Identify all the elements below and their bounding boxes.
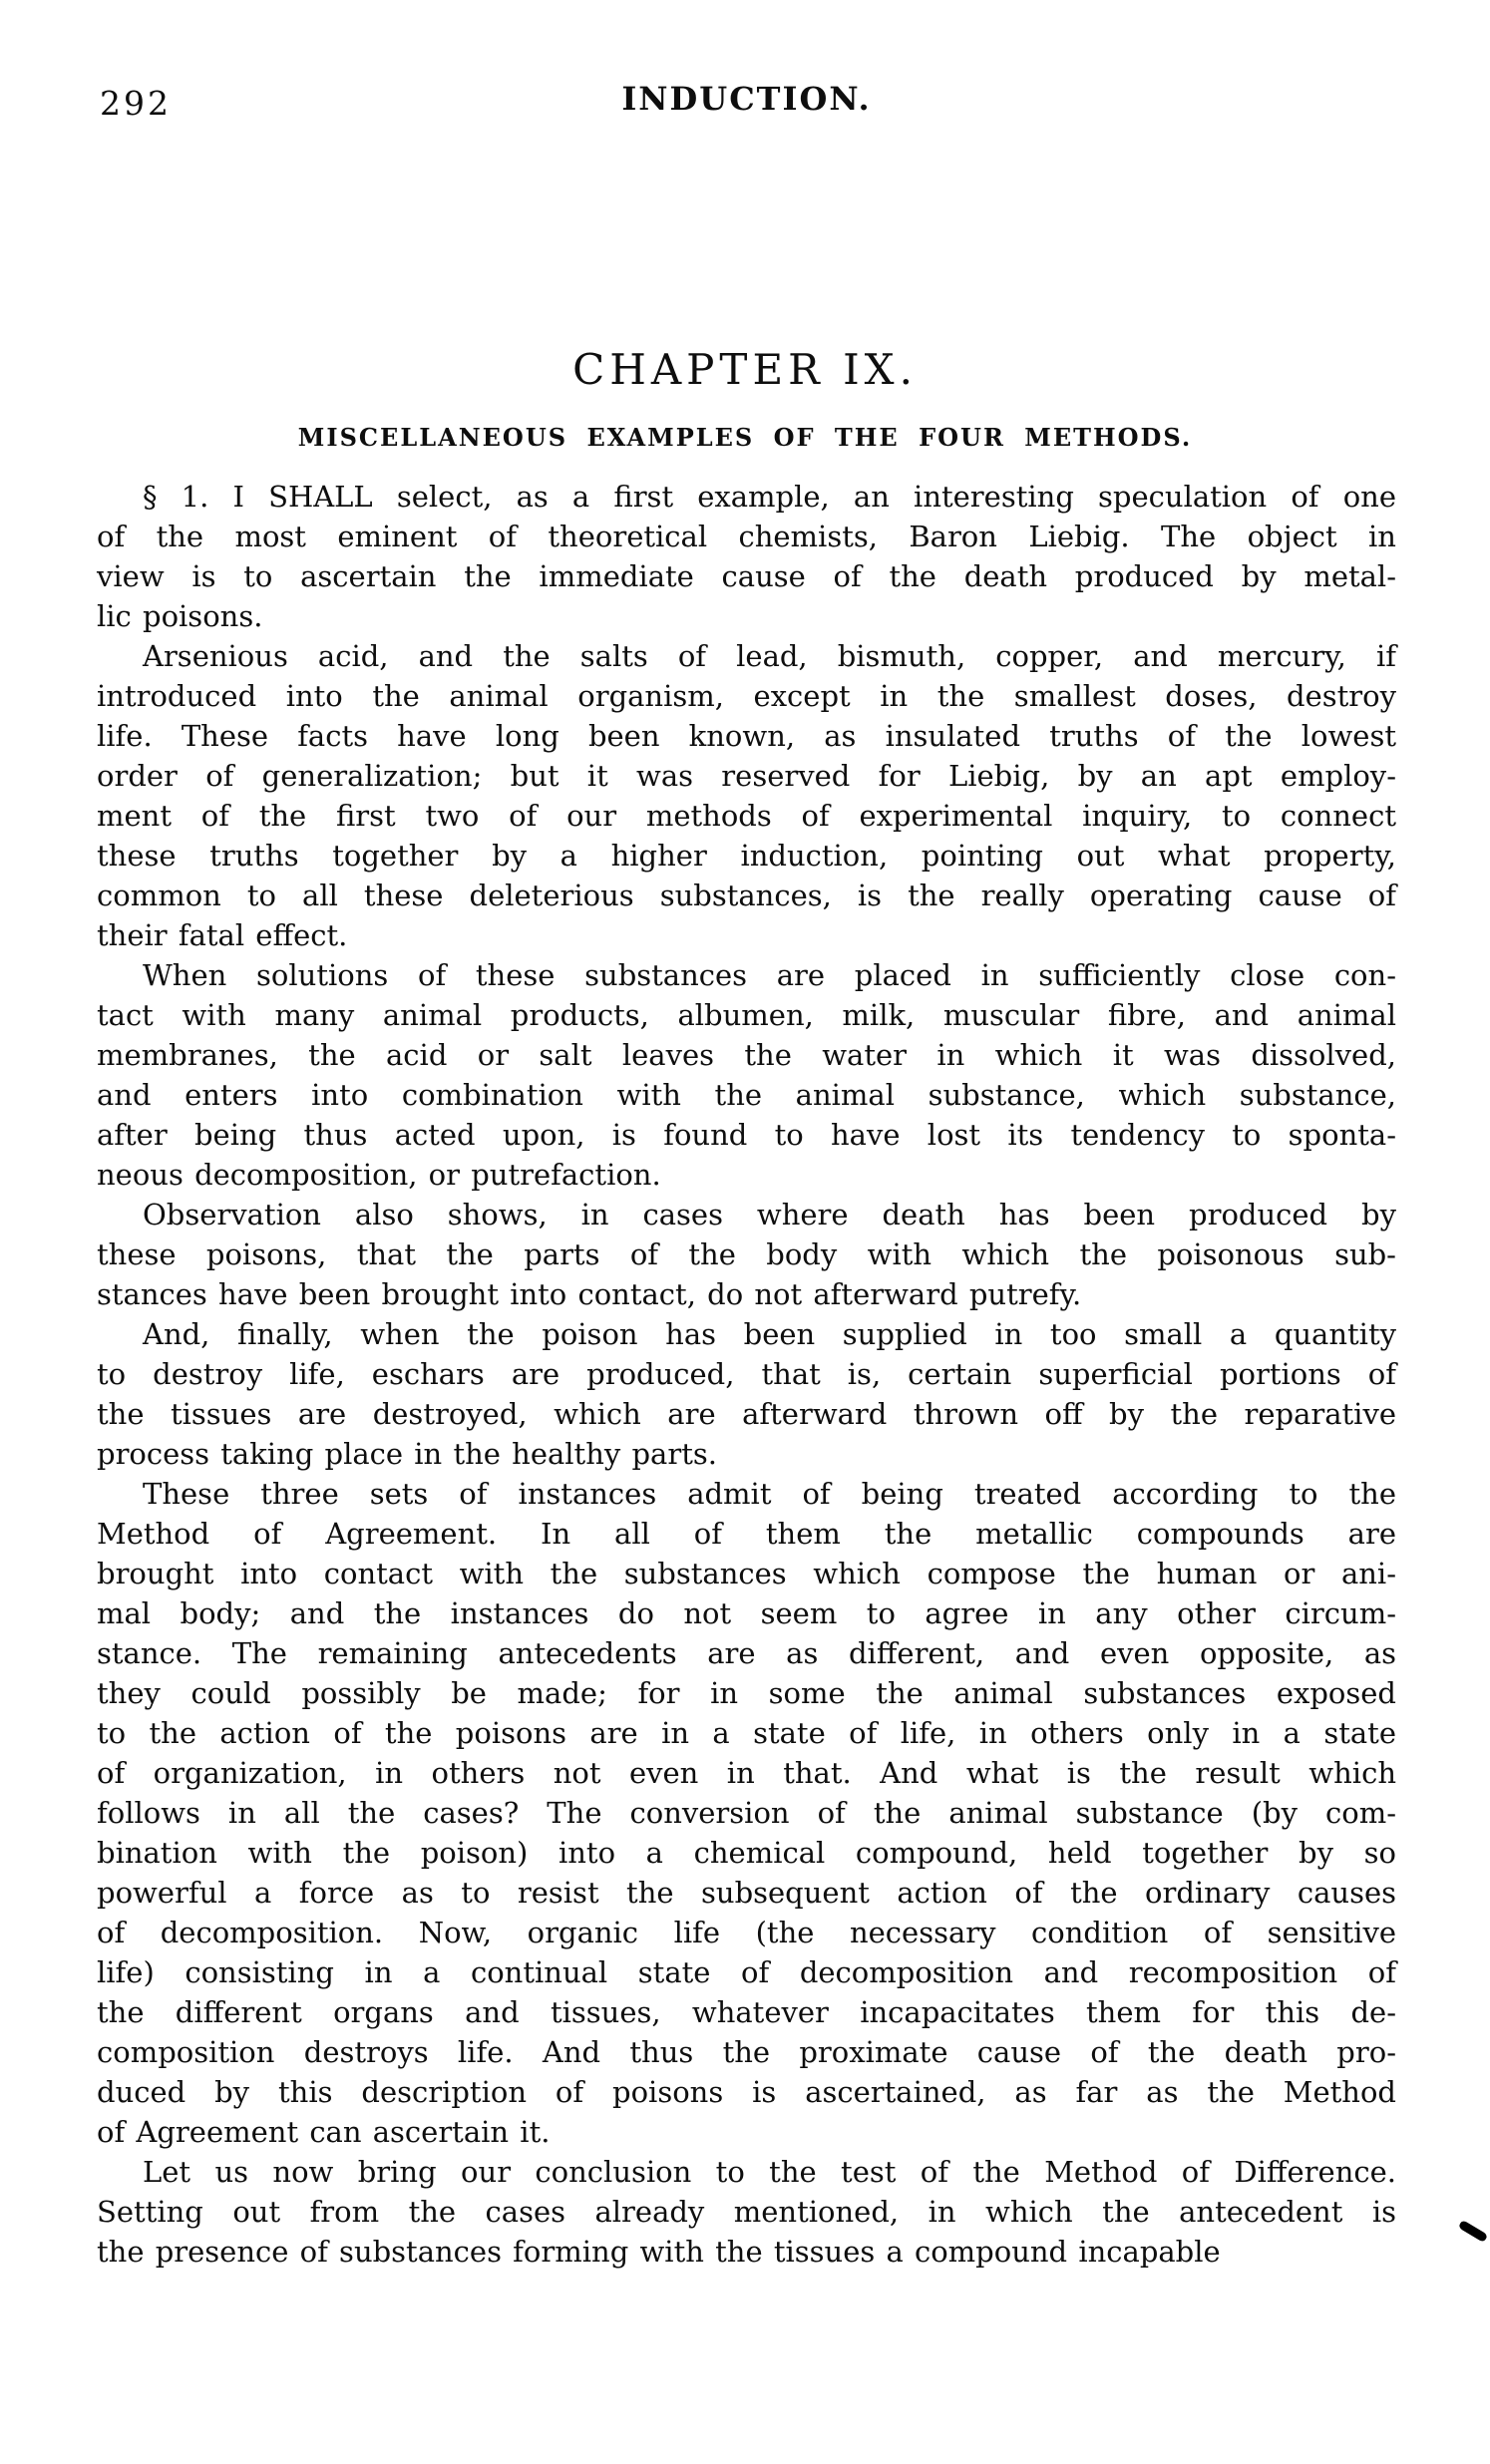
text-line: Method of Agreement. In all of them the metallic compounds are (97, 1517, 1396, 1551)
text-line: life. These facts have long been known, as insulated truths of the lowest (97, 719, 1396, 753)
text-line: view is to ascertain the immediate cause of the death produced by metal- (97, 559, 1396, 593)
page-body (97, 477, 1396, 2272)
text-line: of decomposition. Now, organic life (the necessary condition of sensitive (97, 1916, 1396, 1949)
ink-mark-icon (1458, 2220, 1488, 2243)
text-line: introduced into the animal organism, except in the smallest doses, destroy (97, 679, 1396, 713)
text-line: these truths together by a higher induction, pointing out what property, (97, 839, 1396, 873)
chapter-heading: CHAPTER IX. (572, 345, 918, 394)
text-line: duced by this description of poisons is ascertained, as far as the Method (97, 2075, 1396, 2109)
text-line: of organization, in others not even in that. And what is the result which (97, 1756, 1396, 1790)
text-line: to destroy life, eschars are produced, that is, certain superficial portions of (97, 1357, 1396, 1391)
text-line: to the action of the poisons are in a state of life, in others only in a state (97, 1716, 1396, 1750)
text-line: ment of the first two of our methods of experimental inquiry, to connect (97, 799, 1396, 833)
page-number: 292 (100, 84, 172, 123)
text-line: powerful a force as to resist the subsequent action of the ordinary causes (97, 1876, 1396, 1910)
text-line: after being thus acted upon, is found to have lost its tendency to sponta- (97, 1118, 1396, 1152)
text-line: order of generalization; but it was reserved for Liebig, by an apt employ- (97, 759, 1396, 793)
text-line: of the most eminent of theoretical chemists, Baron Liebig. The object in (97, 520, 1396, 553)
text-line: the presence of substances forming with the tissues a compound incapable (97, 2235, 1221, 2269)
text-line: membranes, the acid or salt leaves the water in which it was dissolved, (97, 1038, 1396, 1072)
text-line: Setting out from the cases already mentioned, in which the antecedent is (97, 2195, 1396, 2229)
text-line: Observation also shows, in cases where death has been produced by (143, 1198, 1396, 1232)
text-line: § 1. I SHALL select, as a first example, an interesting speculation of one (143, 480, 1396, 514)
chapter-subtitle: MISCELLANEOUS EXAMPLES OF THE FOUR METHODS. (297, 423, 1193, 452)
text-line: these poisons, that the parts of the body with which the poisonous sub- (97, 1237, 1396, 1271)
text-line: When solutions of these substances are placed in sufficiently close con- (143, 958, 1396, 992)
text-line: they could possibly be made; for in some the animal substances exposed (97, 1676, 1396, 1710)
text-line: lic poisons. (97, 599, 263, 633)
text-line: the tissues are destroyed, which are afterward thrown off by the reparative (97, 1397, 1396, 1431)
text-line: tact with many animal products, albumen, milk, muscular fibre, and animal (97, 998, 1396, 1032)
text-line: their fatal effect. (97, 918, 348, 952)
text-line: Arsenious acid, and the salts of lead, bismuth, copper, and mercury, if (143, 639, 1396, 673)
text-line: common to all these deleterious substances, is the really operating cause of (97, 879, 1396, 912)
text-line: follows in all the cases? The conversion of the animal substance (by com- (97, 1796, 1396, 1830)
text-line: neous decomposition, or putrefaction. (97, 1158, 661, 1192)
text-line: of Agreement can ascertain it. (97, 2115, 551, 2149)
text-line: And, finally, when the poison has been supplied in too small a quantity (143, 1317, 1396, 1351)
text-line: These three sets of instances admit of being treated according to the (143, 1477, 1396, 1511)
text-line: mal body; and the instances do not seem to agree in any other circum- (97, 1596, 1396, 1630)
text-line: stances have been brought into contact, do not afterward putrefy. (97, 1277, 1082, 1311)
text-line: the different organs and tissues, whatever incapacitates them for this de- (97, 1995, 1396, 2029)
text-line: process taking place in the healthy parts. (97, 1437, 717, 1471)
text-line: composition destroys life. And thus the proximate cause of the death pro- (97, 2035, 1396, 2069)
text-line: life) consisting in a continual state of decomposition and recomposition of (97, 1955, 1396, 1989)
text-line: Let us now bring our conclusion to the test of the Method of Difference. (143, 2155, 1396, 2189)
text-line: bination with the poison) into a chemical compound, held together by so (97, 1836, 1396, 1870)
running-header: INDUCTION. (621, 80, 872, 118)
text-line: and enters into combination with the animal substance, which substance, (97, 1078, 1396, 1112)
text-line: stance. The remaining antecedents are as different, and even opposite, as (97, 1636, 1396, 1670)
text-line: brought into contact with the substances which compose the human or ani- (97, 1557, 1396, 1590)
